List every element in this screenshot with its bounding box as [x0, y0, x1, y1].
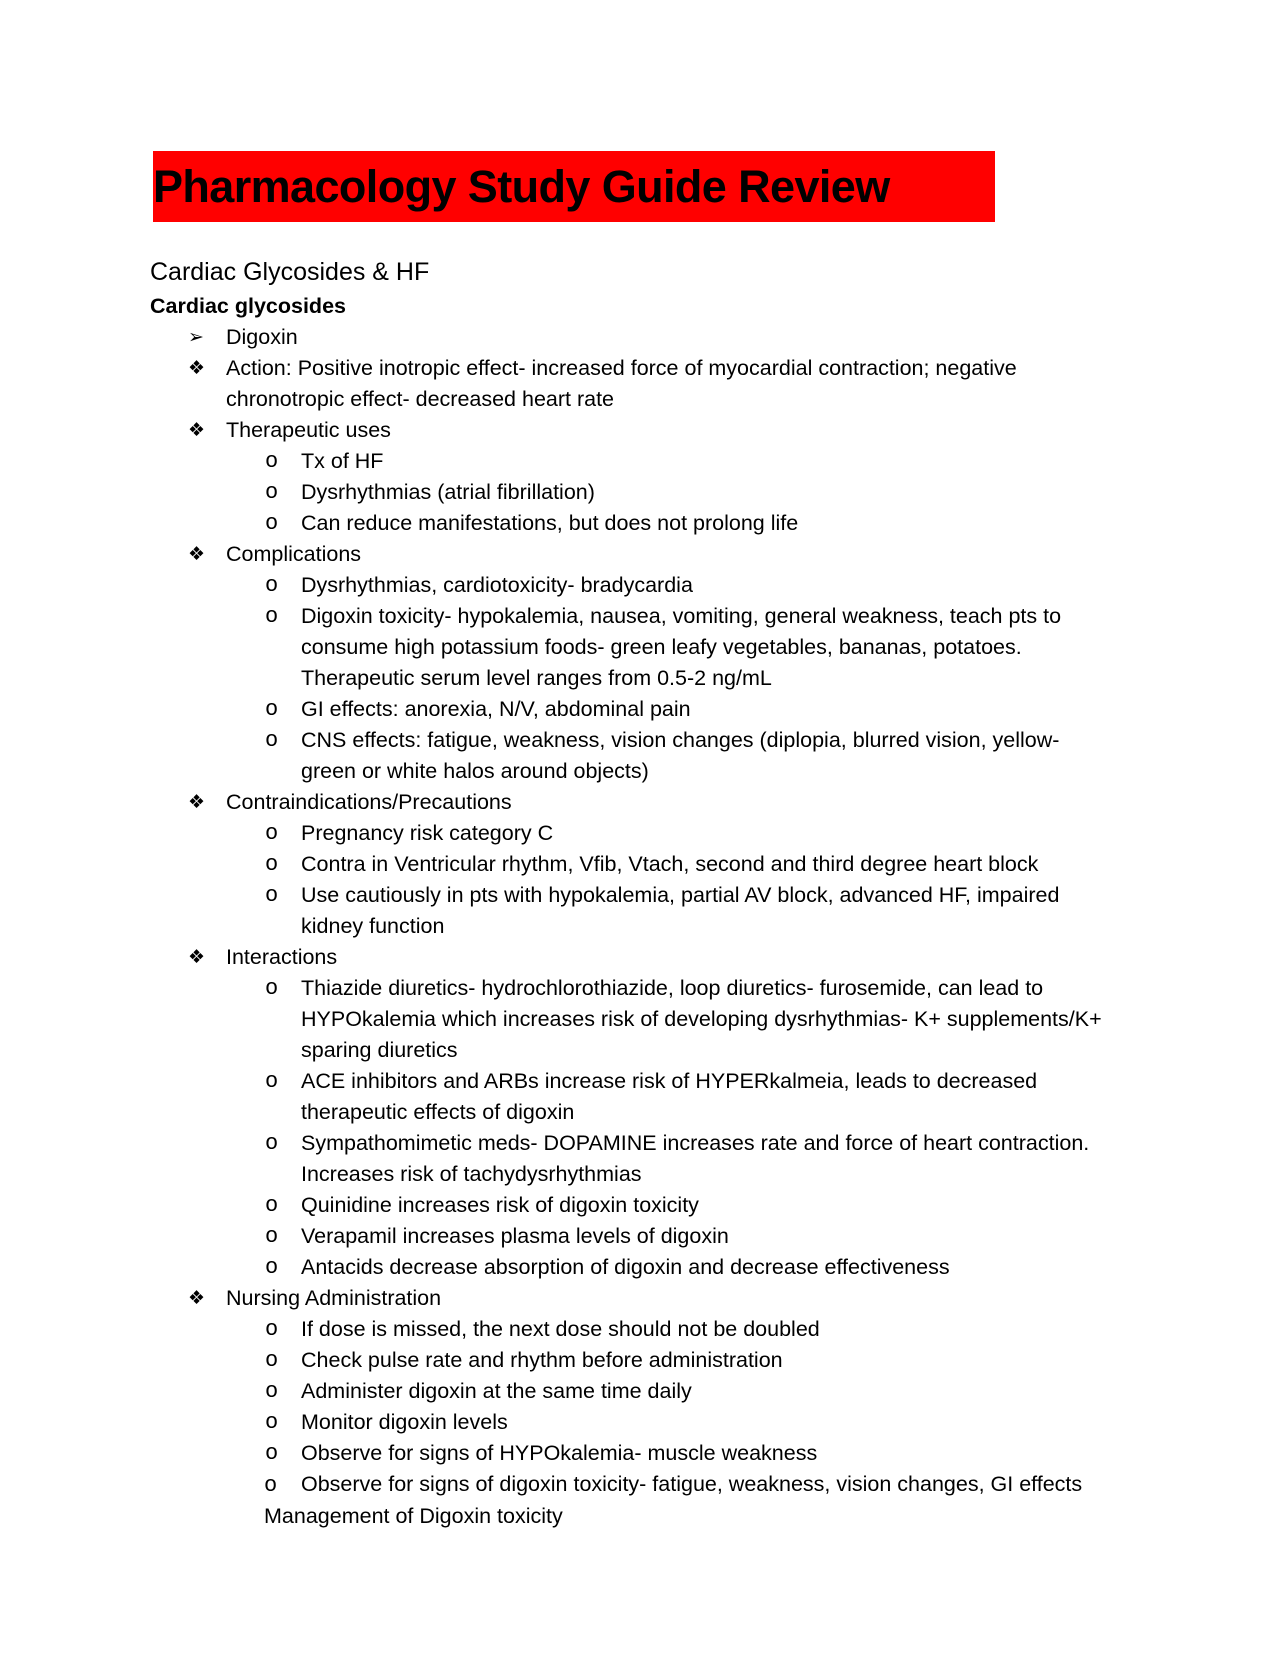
- circle-bullet-icon: o: [264, 1473, 278, 1498]
- list-item: [150, 880, 1110, 942]
- circle-bullet-icon: o: [265, 1441, 279, 1466]
- circle-bullet-icon: o: [265, 1069, 279, 1094]
- circle-bullet-icon: o: [265, 697, 279, 722]
- diamond-bullet-icon: ❖: [188, 1288, 206, 1309]
- complications-label: Complications: [226, 542, 362, 566]
- list-item: [150, 1438, 1110, 1469]
- therapeutic-list: [150, 446, 1110, 539]
- therapeutic-label: Therapeutic uses: [226, 418, 391, 442]
- diamond-bullet-icon: ❖: [188, 420, 206, 441]
- list-item: [150, 973, 1110, 1066]
- list-item-text: Administer digoxin at the same time daily: [301, 1379, 692, 1403]
- list-item-text: Use cautiously in pts with hypokalemia, partial AV block, advanced HF, impaired kidney function: [301, 883, 1060, 938]
- action-text: Action: Positive inotropic effect- increased force of myocardial contraction; negative chronotropic effect- decreased heart rate: [226, 356, 1017, 411]
- document-body: [150, 253, 1110, 1532]
- list-item-text: Thiazide diuretics- hydrochlorothiazide, loop diuretics- furosemide, can lead to HYPOkalemia which increases risk of developing dysrhythmias- K+ supplements/K+ sparing diuretics: [301, 976, 1102, 1062]
- list-item: [150, 1376, 1110, 1407]
- list-item: [150, 601, 1110, 694]
- title-highlight: [153, 151, 995, 222]
- drug-item: [150, 322, 1110, 353]
- interactions-list: [150, 973, 1110, 1283]
- list-item: [150, 725, 1110, 787]
- list-item-text: Digoxin toxicity- hypokalemia, nausea, vomiting, general weakness, teach pts to consume high potassium foods- green leafy vegetables, bananas, potatoes. Therapeutic serum level ranges from 0.5-2 ng/mL: [301, 604, 1062, 690]
- list-item-text: Contra in Ventricular rhythm, Vfib, Vtach, second and third degree heart block: [301, 852, 1039, 876]
- diamond-bullet-icon: ❖: [188, 544, 206, 565]
- circle-bullet-icon: o: [265, 1379, 279, 1404]
- list-item-text: Observe for signs of HYPOkalemia- muscle weakness: [301, 1441, 818, 1465]
- circle-bullet-icon: o: [265, 604, 279, 629]
- interactions-label: Interactions: [226, 945, 338, 969]
- circle-bullet-icon: o: [265, 480, 279, 505]
- complications-heading: [150, 539, 1110, 570]
- circle-bullet-icon: o: [265, 1193, 279, 1218]
- list-item: [150, 849, 1110, 880]
- nursing-heading: [150, 1283, 1110, 1314]
- list-item: [150, 1128, 1110, 1190]
- diamond-bullet-icon: ❖: [188, 358, 206, 379]
- list-item: [150, 1252, 1110, 1283]
- list-item-text: Quinidine increases risk of digoxin toxicity: [301, 1193, 699, 1217]
- list-item-text: If dose is missed, the next dose should not be doubled: [301, 1317, 820, 1341]
- list-item-text: Observe for signs of digoxin toxicity- fatigue, weakness, vision changes, GI effects Management of Digoxin toxicity: [264, 1472, 1083, 1528]
- list-item-text: Monitor digoxin levels: [301, 1410, 508, 1434]
- list-item: [150, 446, 1110, 477]
- circle-bullet-icon: o: [265, 852, 279, 877]
- list-item-text: Dysrhythmias, cardiotoxicity- bradycardia: [301, 573, 693, 597]
- circle-bullet-icon: o: [265, 1131, 279, 1156]
- list-item-text: GI effects: anorexia, N/V, abdominal pain: [301, 697, 691, 721]
- list-item: [150, 508, 1110, 539]
- contraindications-heading: [150, 787, 1110, 818]
- list-item-text: CNS effects: fatigue, weakness, vision changes (diplopia, blurred vision, yellow- green or white halos around objects): [301, 728, 1060, 783]
- circle-bullet-icon: o: [265, 976, 279, 1001]
- circle-bullet-icon: o: [265, 1317, 279, 1342]
- list-item-text: Verapamil increases plasma levels of digoxin: [301, 1224, 729, 1248]
- section-heading: Cardiac Glycosides & HF: [150, 258, 430, 286]
- list-item: [150, 1407, 1110, 1438]
- list-item-text: Pregnancy risk category C: [301, 821, 554, 845]
- subheading: Cardiac glycosides: [150, 294, 346, 318]
- nursing-label: Nursing Administration: [226, 1286, 442, 1310]
- nursing-list: [150, 1314, 1110, 1469]
- list-item-text: Sympathomimetic meds- DOPAMINE increases rate and force of heart contraction. Increases risk of tachydysrhythmias: [301, 1131, 1090, 1186]
- circle-bullet-icon: o: [265, 573, 279, 598]
- list-item: [150, 1314, 1110, 1345]
- interactions-heading: [150, 942, 1110, 973]
- circle-bullet-icon: o: [265, 1224, 279, 1249]
- list-item: [150, 1066, 1110, 1128]
- contraindications-label: Contraindications/Precautions: [226, 790, 512, 814]
- complications-list: [150, 570, 1110, 787]
- list-item: [150, 1469, 1110, 1532]
- list-item: [150, 1345, 1110, 1376]
- list-item: [150, 694, 1110, 725]
- contraindications-list: [150, 818, 1110, 942]
- list-item-text: Can reduce manifestations, but does not prolong life: [301, 511, 799, 535]
- list-item: [150, 570, 1110, 601]
- arrow-bullet-icon: ➢: [188, 327, 204, 348]
- circle-bullet-icon: o: [265, 821, 279, 846]
- circle-bullet-icon: o: [265, 1410, 279, 1435]
- list-item-text: ACE inhibitors and ARBs increase risk of HYPERkalmeia, leads to decreased therapeutic effects of digoxin: [301, 1069, 1038, 1124]
- list-item: [150, 818, 1110, 849]
- circle-bullet-icon: o: [265, 728, 279, 753]
- list-item: [150, 1221, 1110, 1252]
- list-item: [150, 1190, 1110, 1221]
- drug-label: Digoxin: [226, 325, 298, 349]
- list-item-text: Antacids decrease absorption of digoxin and decrease effectiveness: [301, 1255, 950, 1279]
- circle-bullet-icon: o: [265, 511, 279, 536]
- document-title: Pharmacology Study Guide Review: [153, 161, 890, 212]
- circle-bullet-icon: o: [265, 883, 279, 908]
- circle-bullet-icon: o: [265, 1255, 279, 1280]
- diamond-bullet-icon: ❖: [188, 947, 206, 968]
- circle-bullet-icon: o: [265, 1348, 279, 1373]
- list-item-text: Dysrhythmias (atrial fibrillation): [301, 480, 595, 504]
- therapeutic-heading: [150, 415, 1110, 446]
- circle-bullet-icon: o: [265, 449, 279, 474]
- list-item: [150, 477, 1110, 508]
- list-item-text: Check pulse rate and rhythm before administration: [301, 1348, 783, 1372]
- action-item: [150, 353, 1110, 415]
- diamond-bullet-icon: ❖: [188, 792, 206, 813]
- list-item-text: Tx of HF: [301, 449, 384, 473]
